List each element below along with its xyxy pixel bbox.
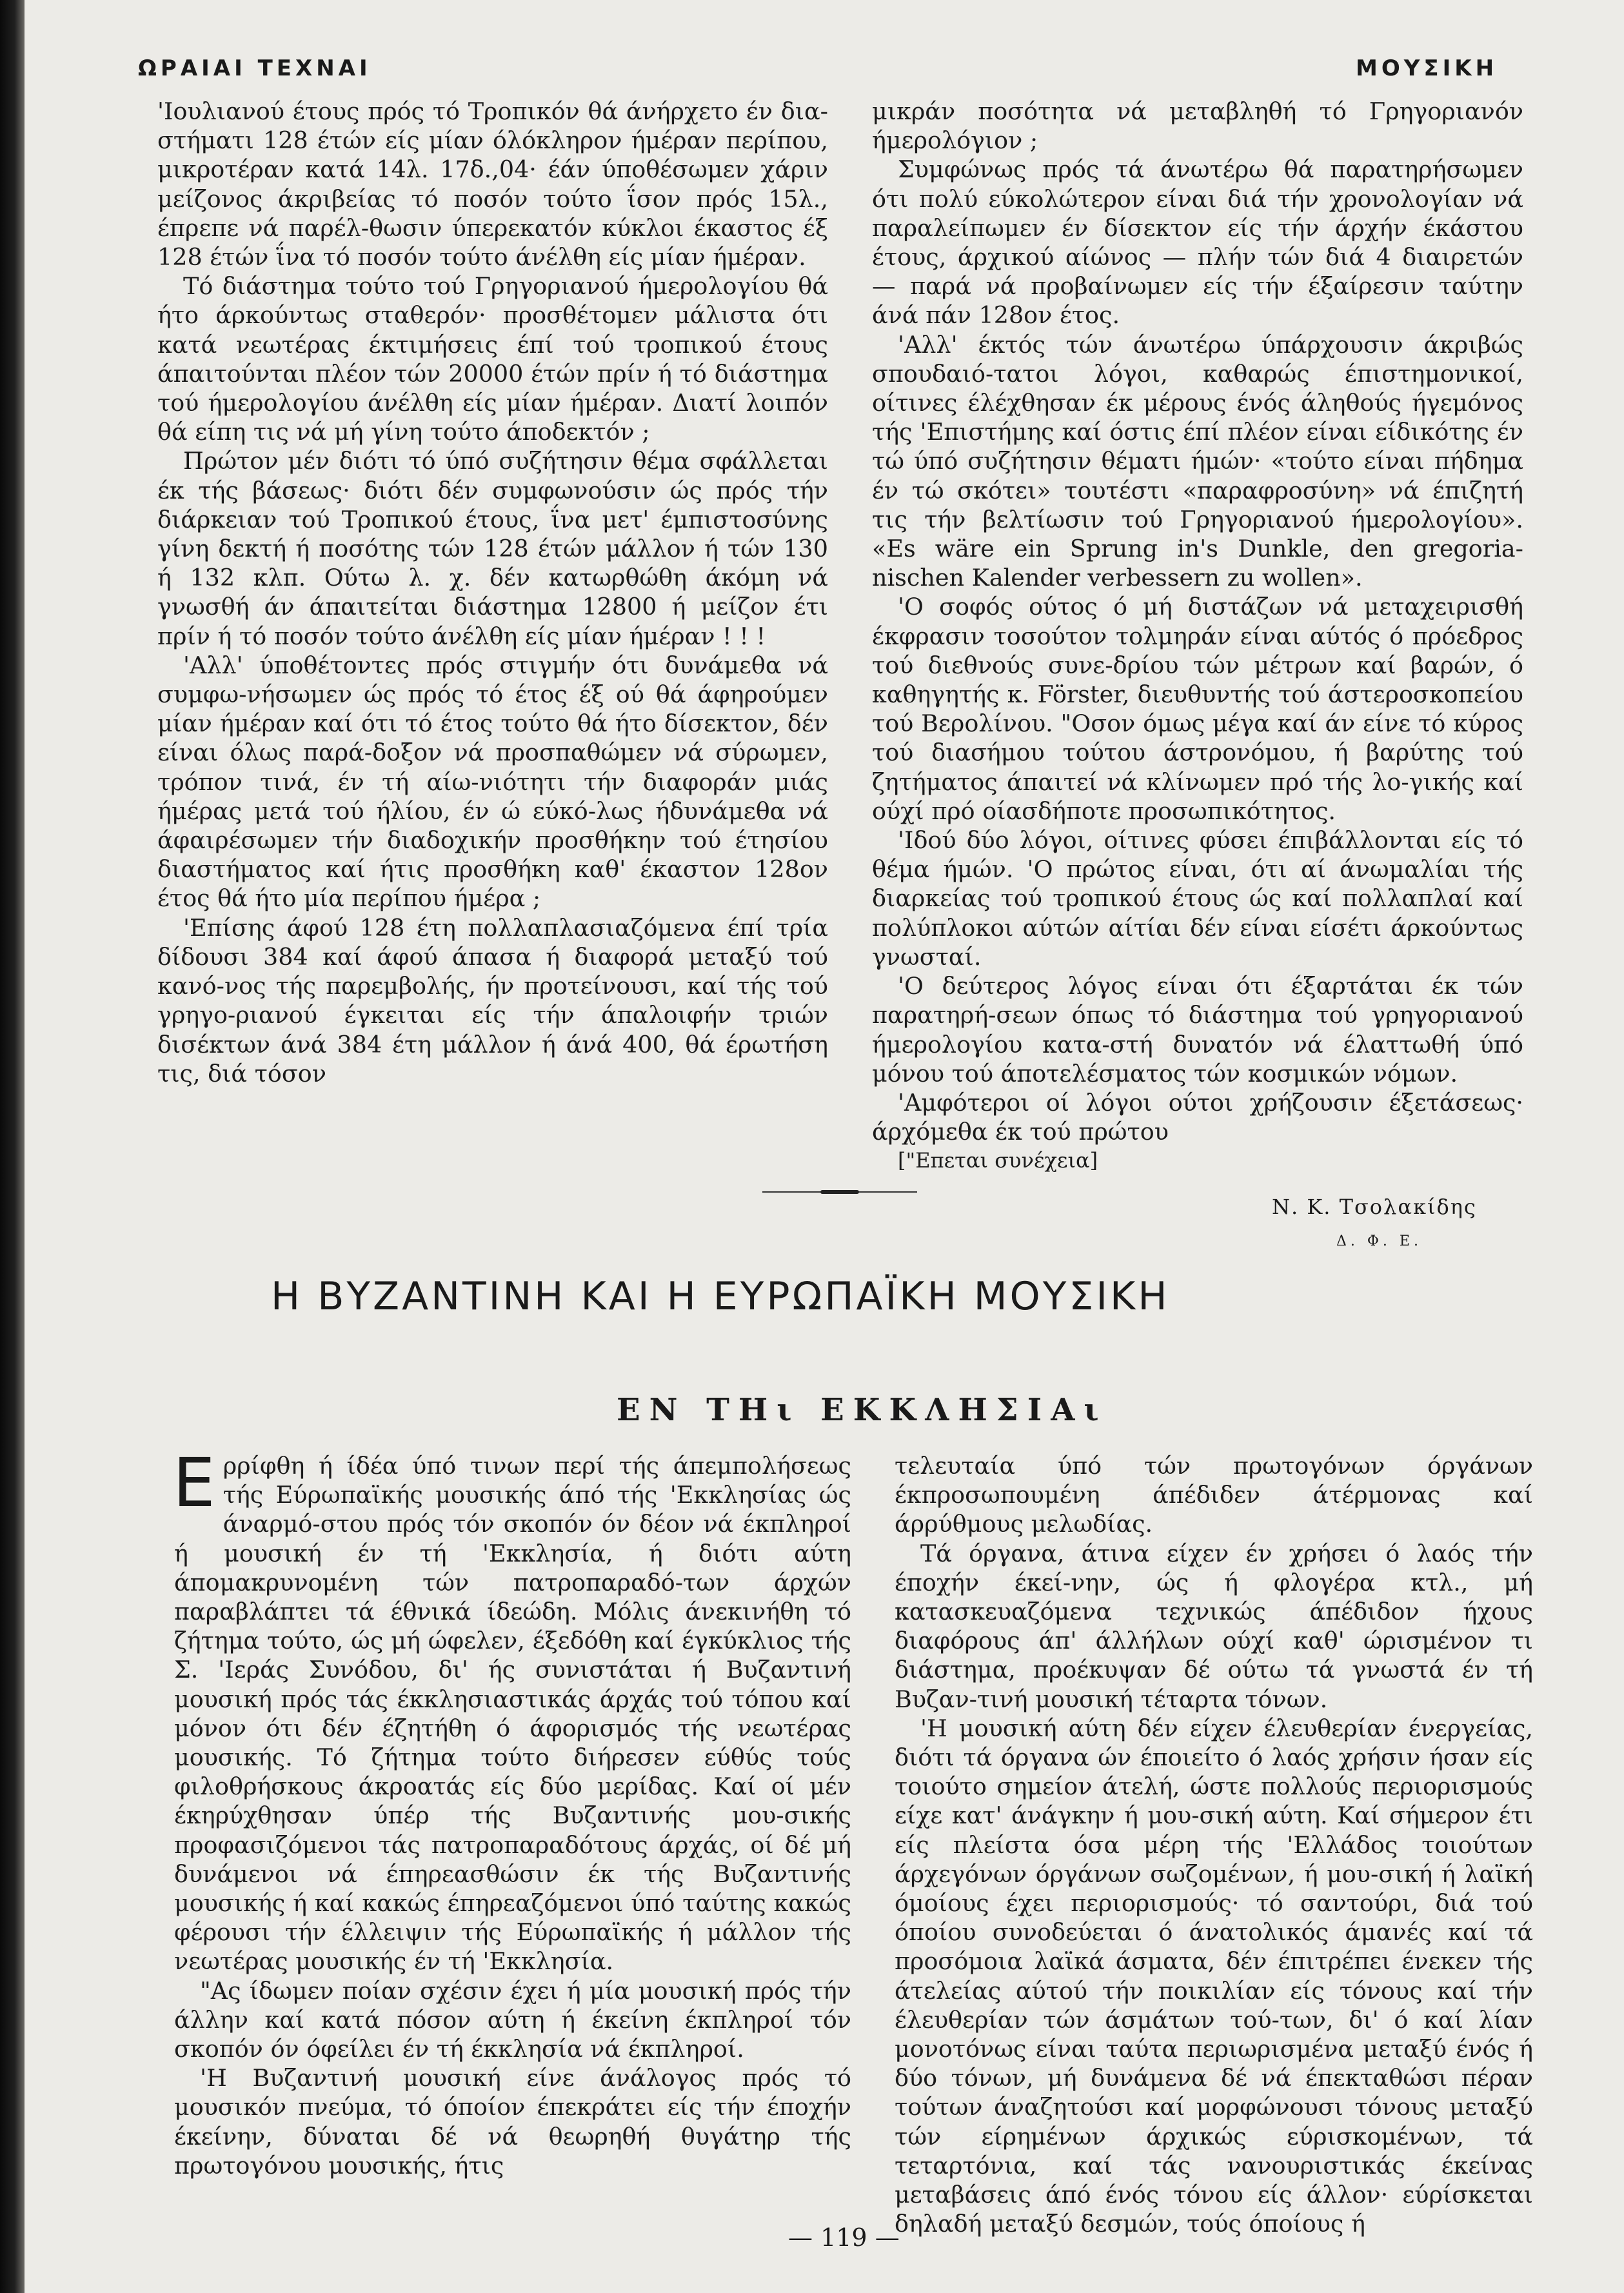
paragraph: τελευταία ύπό τών πρωτογόνων όργάνων έκπροσωπουμένη άπέδιδεν άτέρμονας καί άρρύθμους μελωδίας. — [895, 1452, 1533, 1538]
author-title: Δ. Φ. Ε. — [1336, 1233, 1422, 1249]
running-header-left: ΩΡΑΙΑΙ ΤΕΧΝΑΙ — [138, 55, 371, 81]
article-title: Η ΒΥΖΑΝΤΙΝΗ ΚΑΙ Η ΕΥΡΩΠΑΪΚΗ ΜΟΥΣΙΚΗ — [271, 1274, 1170, 1319]
paragraph-text: ρρίφθη ή ίδέα ύπό τινων περί τής άπεμπολήσεως τής Εύρωπαϊκής μουσικής άπό τής 'Εκκλησίας ώς άναρμό-στου πρός τόν σκοπόν όν δέον νά έκπληροί ή μουσική έν τή 'Εκκλησία, ή διότι αύτη άπομακρυνομένη τών πατροπαραδό-των άρχών παραβλάπτει τά έθνικά ίδεώδη. Μόλις άνεκινήθη τό ζήτημα τούτο, ώς μή ώφελεν, έξεδόθη καί έγκύκλιος τής Σ. 'Ιεράς Συνόδου, δι' ής συνιστάται ή Βυζαντινή μουσική πρός τάς έκκλησιαστικάς άρχάς τού τόπου καί μόνον ότι δέν έζητήθη ό άφορισμός τής νεωτέρας μουσικής. Τό ζήτημα τούτο διήρεσεν εύθύς τούς φιλοθρήσκους άκροατάς είς δύο μερίδας. Καί οί μέν έκηρύχθησαν ύπέρ τής Βυζαντινής μου-σικής προφασιζόμενοι τάς πατροπαραδότους άρχάς, οί δέ μή δυνάμενοι νά έπηρεασθώσιν έκ τής Βυζαντινής μουσικής ή καί κακώς έπηρεαζόμενοι ύπό ταύτης κακώς φέρουσι τήν έλλειψιν τής Εύρωπαϊκής ή μάλλον τής νεωτέρας μουσικής έν τή 'Εκκλησία. — [174, 1452, 851, 1976]
paragraph: Συμφώνως πρός τά άνωτέρω θά παρατηρήσωμεν ότι πολύ εύκολώτερον είναι διά τήν χρονολογίαν νά παραλείπωμεν έν δίσεκτον είς τήν άρχήν έκάστου έτους, άρχικού αίώνος — πλήν τών διά 4 διαιρετών — παρά νά προβαίνωμεν είς τήν έξαίρεσιν ταύτην άνά πάν 128ον έτος. — [872, 155, 1523, 330]
paragraph: 'Η Βυζαντινή μουσική είνε άνάλογος πρός τό μουσικόν πνεύμα, τό όποίον έπεκράτει είς τήν έποχήν έκείνην, δύναται δέ νά θεωρηθή θυγάτηρ τής πρωτογόνου μουσικής, ήτις — [174, 2064, 851, 2179]
paragraph — [173, 1444, 851, 1976]
paragraph: 'Αλλ' έκτός τών άνωτέρω ύπάρχουσιν άκριβώς σπουδαιό-τατοι λόγοι, καθαρώς έπιστημονικοί, οίτινες έλέχθησαν έκ μέρους ένός άληθούς ήγεμόνος τής 'Επιστήμης καί όστις έπί πλέον είναι είδικότης έν τώ ύπό συζήτησιν θέματι ήμών· «τούτο είναι πήδημα έν τώ σκότει» τουτέστι «παραφροσύνη» νά έπιζητή τις τήν βελτίωσιν τού Γρηγοριανού ήμερολογίου». «Es wäre ein Sprung in's Dunkle, den gregoria-nischen Kalender verbessern zu wollen». — [872, 330, 1523, 592]
paragraph: Τά όργανα, άτινα είχεν έν χρήσει ό λαός τήν έποχήν έκεί-νην, ώς ή φλογέρα κτλ., μή κατασκευαζόμενα τεχνικώς άπέδιδον ήχους διαφόρους άπ' άλλήλων ούχί καθ' ώρισμένον τι διάστημα, προέκυψαν δέ ούτω τά γνωστά έν τή Βυζαν-τινή μουσική τέταρτα τόνων. — [895, 1539, 1533, 1713]
article2-left-column — [173, 1444, 851, 2180]
paragraph: 'Επίσης άφού 128 έτη πολλαπλασιαζόμενα έπί τρία δίδουσι 384 καί άφού άπασα ή διαφορά μεταξύ τού κανό-νος τής παρεμβολής, ήν προτείνουσι, καί τής τού γρηγο-ριανού έγκειται είς τήν άπαλοιφήν τριών δισέκτων άνά 384 έτη μάλλον ή άνά 400, θά έρωτήση τις, διά τόσον — [157, 913, 828, 1087]
article-subtitle: ΕΝ ΤΗι ΕΚΚΛΗΣΙΑι — [617, 1392, 1108, 1428]
paragraph: 'Ο σοφός ούτος ό μή διστάζων νά μεταχειρισθή έκφρασιν τοσούτον τολμηράν είναι αύτός ό πρόεδρος τού διεθνούς συνε-δρίου τών μέτρων καί βαρών, ό καθηγητής κ. Förster, διευθυντής τού άστεροσκοπείου τού Βερολίνου. "Οσον όμως μέγα καί άν είνε τό κύρος τού διασήμου τούτου άστρονόμου, ή βαρύτης τού ζητήματος άπαιτεί νά κλίνωμεν πρό τής λο-γικής καί ούχί πρό οίασδήποτε προσωπικότητος. — [872, 593, 1523, 825]
paragraph: 'Ιδού δύο λόγοι, οίτινες φύσει έπιβάλλονται είς τό θέμα ήμών. 'Ο πρώτος είναι, ότι αί άνωμαλίαι τής διαρκείας τού τροπικού έτους ώς καί πολλαπλαί καί πολύπλοκοι αύτών αίτίαι δέν είναι είσέτι άρκούντως γνωσταί. — [872, 826, 1523, 971]
article2-right-column — [895, 1451, 1533, 2238]
paragraph: 'Ιουλιανού έτους πρός τό Τροπικόν θά άνήρχετο έν δια-στήματι 128 έτών είς μίαν όλόκληρον ήμέραν περίπου, μικροτέραν κατά 14λ. 17δ.,04· έάν ύποθέσωμεν χάριν μείζονος άκριβείας τό ποσόν τούτο ΐσον πρός 15λ., έπρεπε νά παρέλ-θωσιν ύπερεκατόν κύκλοι έκαστος έξ 128 έτών ΐνα τό ποσόν τούτο άνέλθη είς μίαν ήμέραν. — [157, 97, 828, 272]
page-number: — 119 — — [788, 2223, 900, 2252]
paragraph: μικράν ποσότητα νά μεταβληθή τό Γρηγοριανόν ήμερολόγιον ; — [872, 97, 1523, 155]
paragraph: 'Ο δεύτερος λόγος είναι ότι έξαρτάται έκ τών παρατηρή-σεων όπως τό διάστημα τού γρηγοριανού ήμερολογίου κατα-στή δυνατόν νά έλαττωθή ύπό μόνου τού άποτελέσματος τών κοσμικών νόμων. — [872, 972, 1523, 1087]
top-article-right-column — [872, 97, 1523, 1256]
continued-note: ["Επεται συνέχεια] — [898, 1148, 1098, 1173]
author-signature: Ν. Κ. Τσολακίδης — [1272, 1194, 1477, 1219]
book-spine-shadow — [0, 0, 25, 2293]
section-divider — [762, 1190, 917, 1194]
paragraph: Πρώτον μέν διότι τό ύπό συζήτησιν θέμα σφάλλεται έκ τής βάσεως· διότι δέν συμφωνούσιν ώς πρός τήν διάρκειαν τού Τροπικού έτους, ΐνα μετ' έμπιστοσύνης γίνη δεκτή ή ποσότης τών 128 έτών μάλλον ή τών 130 ή 132 κλπ. Ούτω λ. χ. δέν κατωρθώθη άκόμη νά γνωσθή άν άπαιτείται διάστημα 12800 ή μείζον έτι πρίν ή τό ποσόν τούτο άνέλθη είς μίαν ήμέραν ! ! ! — [157, 447, 828, 650]
paragraph: Τό διάστημα τούτο τού Γρηγοριανού ήμερολογίου θά ήτο άρκούντως σταθερόν· προσθέτομεν μάλιστα ότι κατά νεωτέρας έκτιμήσεις έπί τού τροπικού έτους άπαιτούνται πλέον τών 20000 έτών πρίν ή τό διάστημα τού ήμερολογίου άνέλθη είς μίαν ήμέραν. Διατί λοιπόν θά είπη τις νά μή γίνη τούτο άποδεκτόν ; — [157, 272, 828, 446]
paragraph: 'Αμφότεροι οί λόγοι ούτοι χρήζουσιν έξετάσεως· άρχόμεθα έκ τού πρώτου — [872, 1088, 1523, 1146]
paragraph: "Ας ίδωμεν ποίαν σχέσιν έχει ή μία μουσική πρός τήν άλλην καί κατά πόσον αύτη ή έκείνη έκπληροί τόν σκοπόν όν όφείλει έν τή έκκλησία νά έκπληροί. — [174, 1976, 851, 2063]
divider-ornament — [820, 1190, 859, 1194]
top-article-left-column — [157, 97, 828, 1088]
paragraph: 'Η μουσική αύτη δέν είχεν έλευθερίαν ένεργείας, διότι τά όργανα ών έποιείτο ό λαός χρήσιν ήσαν είς τοιούτο σημείον άτελή, ώστε πολλούς περιορισμούς είχε κατ' άνάγκην ή μου-σική αύτη. Καί σήμερον έτι είς πλείστα όσα μέρη τής 'Ελλάδος τοιούτων άρχεγόνων όργάνων σωζομένων, ή μου-σική ή λαϊκή όμοίους έχει περιορισμούς· τό σαντούρι, διά τού όποίου συνοδεύεται ό άνατολικός άμανές καί τά προσόμοια λαϊκά άσματα, δέν έπιτρέπει ένεκεν τής άτελείας αύτού τήν ποικιλίαν είς τόνους καί τήν έλευθερίαν τών άσμάτων τού-των, δι' ό καί λίαν μονοτόνως είναι ταύτα περιωρισμένα μεταξύ ένός ή δύο τόνων, μή δυνάμενα δέ νά έπεκταθώσι πέραν τούτων άναζητούσι καί μορφώνουσι τόνους μεταξύ τών είρημένων άρχικώς εύρισκομένων, τά τεταρτόνια, καί τάς νανουριστικάς έκείνας μεταβάσεις άπό ένός τόνου είς άλλον· εύρίσκεται δηλαδή μεταξύ δεσμών, τούς όποίους ή — [895, 1714, 1533, 2238]
drop-cap: Ε — [173, 1444, 215, 1522]
running-header-right: ΜΟΥΣΙΚΗ — [1356, 55, 1498, 81]
paragraph: 'Αλλ' ύποθέτοντες πρός στιγμήν ότι δυνάμεθα νά συμφω-νήσωμεν ώς πρός τό έτος έξ ού θά άφηρούμεν μίαν ήμέραν καί ότι τό έτος τούτο θά ήτο δίσεκτον, δέν είναι όλως παρά-δοξον νά προσπαθώμεν νά σύρωμεν, τρόπον τινά, έν τή αίω-νιότητι τήν διαφοράν μιάς ήμέρας μετά τού ήλίου, έν ώ εύκό-λως ήδυνάμεθα νά άφαιρέσωμεν τήν διαδοχικήν προσθήκην τού έτησίου διαστήματος καί ήτις προσθήκη καθ' έκαστον 128ον έτος θά ήτο μία περίπου ήμέρα ; — [157, 651, 828, 913]
